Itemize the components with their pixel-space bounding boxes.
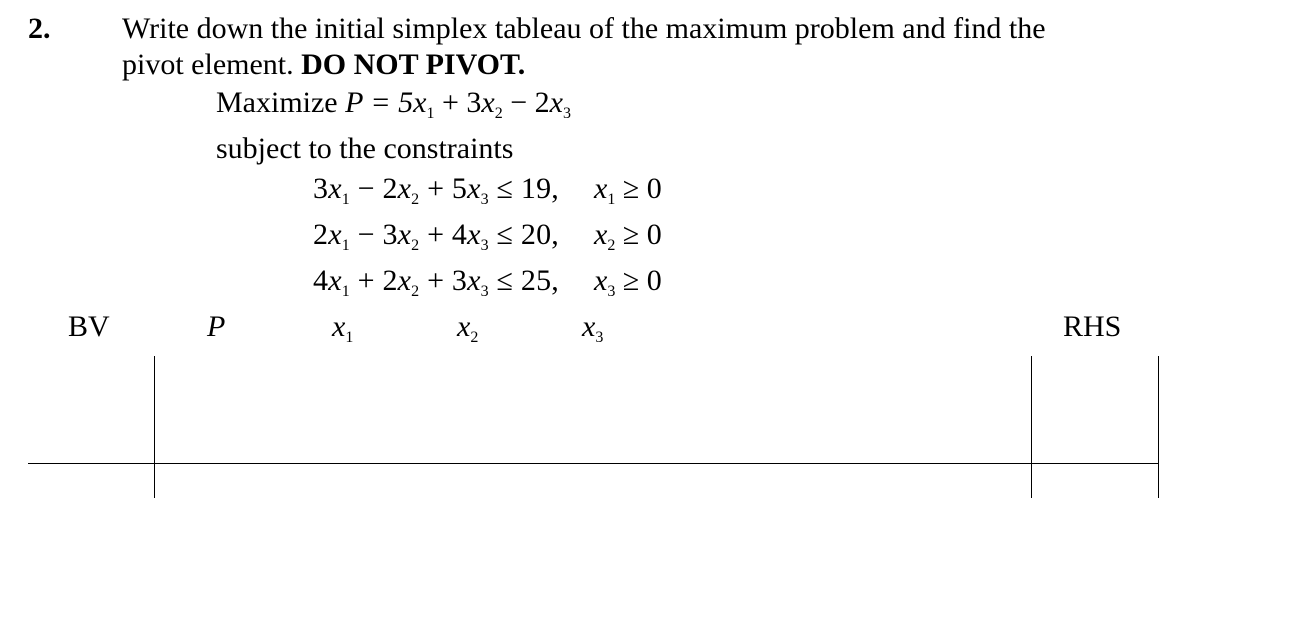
- prompt-line-2-plain: pivot element.: [122, 48, 294, 81]
- nonnegativity-1: [594, 172, 662, 206]
- objective-x1: x: [413, 86, 427, 119]
- tableau-rhs-divider: [1031, 356, 1032, 498]
- constraint-1-x2: x: [397, 172, 412, 205]
- constraint-3: [313, 264, 559, 298]
- constraints-intro: subject to the constraints: [216, 132, 514, 165]
- objective-function: [216, 86, 571, 120]
- constraint-3-coef-1: 4: [313, 264, 329, 297]
- tableau-right-border: [1158, 356, 1159, 498]
- constraint-1-rhs: ≤ 19,: [488, 172, 559, 205]
- constraint-2-term-2: − 3: [349, 218, 398, 251]
- constraint-3-x1: x: [328, 264, 342, 297]
- constraint-3-term-2: + 2: [349, 264, 398, 297]
- constraint-1-x1-sub: 1: [341, 191, 350, 208]
- tableau-header-x3-sub: 3: [595, 329, 604, 346]
- nonnegativity-2: [594, 218, 662, 252]
- tableau-header-x3: [582, 310, 603, 344]
- constraint-2-x3-sub: 3: [480, 237, 489, 254]
- nonnegativity-1-relation: ≥ 0: [615, 172, 662, 205]
- constraint-3-x3-sub: 3: [480, 283, 489, 300]
- constraint-2-coef-1: 2: [313, 218, 329, 251]
- tableau-header-x3-var: x: [582, 310, 596, 343]
- nonnegativity-3-sub: 3: [607, 283, 616, 300]
- nonnegativity-3-var: x: [594, 264, 608, 297]
- constraint-2: [313, 218, 559, 252]
- objective-x1-sub: 1: [426, 105, 435, 122]
- constraint-2-x2-sub: 2: [411, 237, 420, 254]
- nonnegativity-1-var: x: [594, 172, 608, 205]
- constraint-2-x2: x: [397, 218, 412, 251]
- nonnegativity-2-sub: 2: [607, 237, 616, 254]
- tableau-left-divider: [154, 356, 155, 498]
- nonnegativity-3-relation: ≥ 0: [615, 264, 662, 297]
- tableau-header-bv: BV: [68, 310, 110, 343]
- objective-x3-sub: 3: [563, 105, 571, 122]
- constraint-3-x3: x: [467, 264, 481, 297]
- tableau-header-p: P: [207, 310, 226, 343]
- constraint-1-x3-sub: 3: [480, 191, 489, 208]
- constraint-1-x1: x: [328, 172, 342, 205]
- tableau-header-x2-sub: 2: [470, 329, 479, 346]
- objective-keyword: Maximize: [216, 86, 338, 119]
- constraint-1-x2-sub: 2: [411, 191, 420, 208]
- constraint-3-x2-sub: 2: [411, 283, 420, 300]
- prompt-line-1: Write down the initial simplex tableau of the maximum problem and find the: [122, 12, 1046, 45]
- constraint-1-term-2: − 2: [349, 172, 398, 205]
- tableau-header-rhs: RHS: [1063, 310, 1122, 343]
- tableau-header-x2-var: x: [457, 310, 471, 343]
- objective-plus1: + 3: [434, 86, 482, 119]
- constraint-2-rhs: ≤ 20,: [488, 218, 559, 251]
- constraint-2-term-3: + 4: [419, 218, 468, 251]
- question-number: 2.: [28, 12, 51, 45]
- tableau-objective-row-divider: [28, 463, 1159, 464]
- constraint-3-x2: x: [397, 264, 412, 297]
- tableau-header-x1: [332, 310, 353, 344]
- constraint-1-x3: x: [467, 172, 481, 205]
- constraint-1-term-3: + 5: [419, 172, 468, 205]
- objective-x2: x: [481, 86, 495, 119]
- tableau-header-x2: [457, 310, 478, 344]
- nonnegativity-1-sub: 1: [607, 191, 616, 208]
- constraint-1-coef-1: 3: [313, 172, 329, 205]
- prompt-line-2: [122, 48, 525, 82]
- nonnegativity-3: [594, 264, 662, 298]
- objective-x3: x: [549, 86, 563, 119]
- nonnegativity-2-var: x: [594, 218, 608, 251]
- constraint-3-x1-sub: 1: [341, 283, 350, 300]
- objective-x2-sub: 2: [494, 105, 503, 122]
- constraint-1: [313, 172, 559, 206]
- constraint-2-x3: x: [467, 218, 481, 251]
- constraint-3-rhs: ≤ 25,: [488, 264, 559, 297]
- tableau-header-x1-var: x: [332, 310, 346, 343]
- constraint-2-x1-sub: 1: [341, 237, 350, 254]
- constraint-3-term-3: + 3: [419, 264, 468, 297]
- objective-p: P = 5: [345, 86, 414, 119]
- nonnegativity-2-relation: ≥ 0: [615, 218, 662, 251]
- objective-minus: − 2: [502, 86, 550, 119]
- prompt-line-2-bold: DO NOT PIVOT.: [301, 48, 526, 81]
- constraint-2-x1: x: [328, 218, 342, 251]
- tableau-header-x1-sub: 1: [345, 329, 354, 346]
